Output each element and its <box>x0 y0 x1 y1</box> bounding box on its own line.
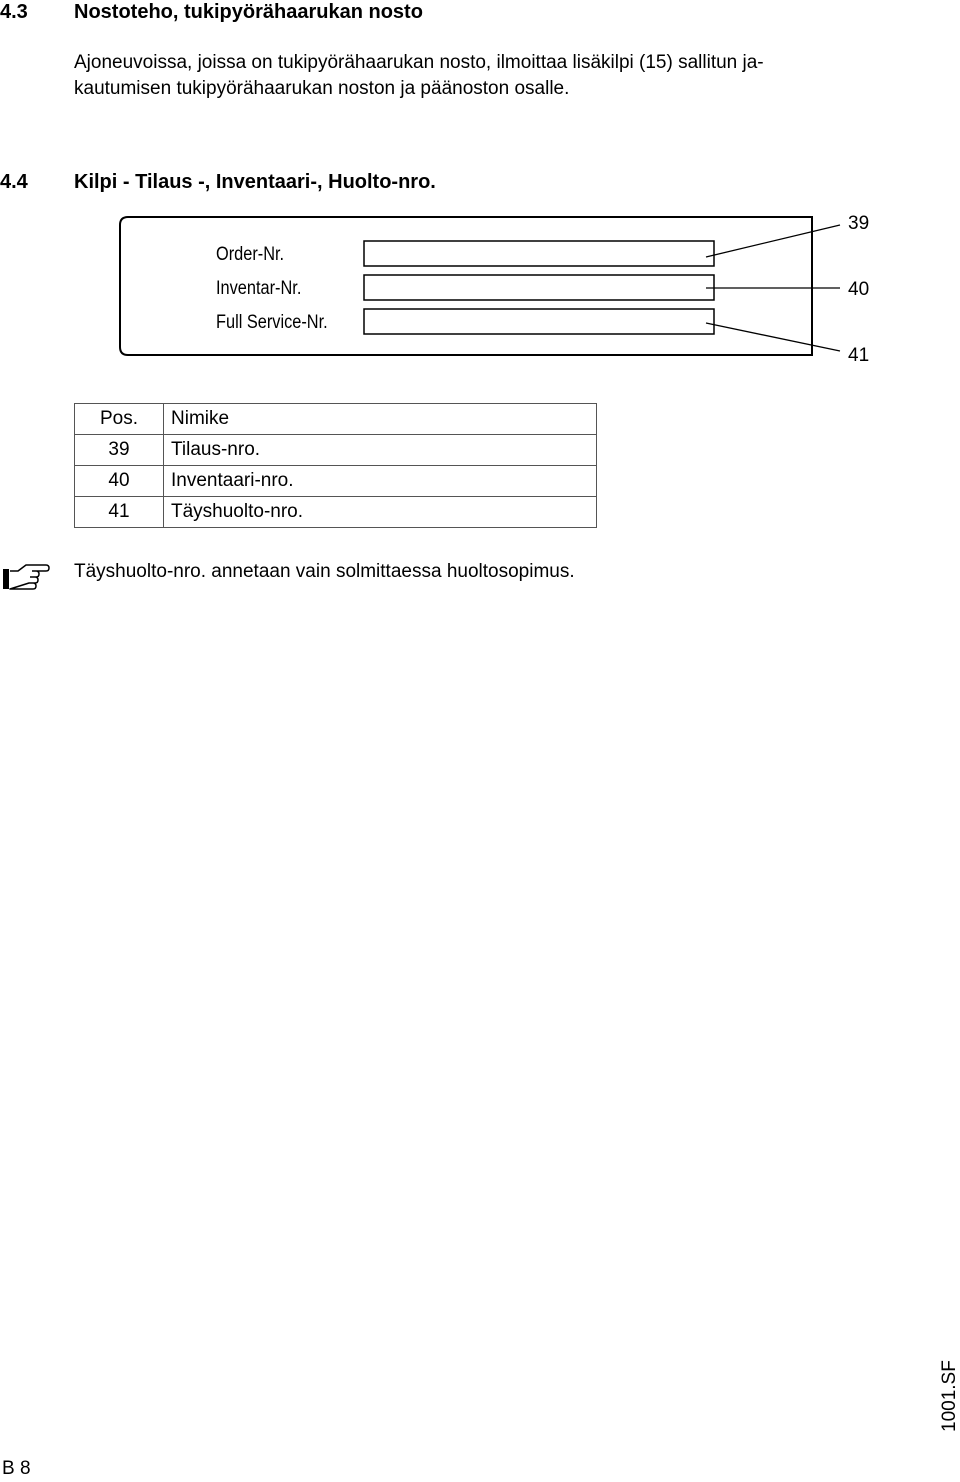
paragraph-line-1: Ajoneuvoissa, joissa on tukipyörähaarukan nosto, ilmoittaa lisäkilpi (15) sallitun ja- <box>74 52 764 73</box>
table-row <box>75 466 597 497</box>
table-header-row <box>75 404 597 435</box>
table-row <box>75 435 597 466</box>
paragraph-line-2: kautumisen tukipyörähaarukan noston ja päänoston osalle. <box>74 78 570 99</box>
table-cell-pos: 41 <box>75 497 164 528</box>
section-number-4-3: 4.3 <box>0 1 28 23</box>
table-cell-name: Tilaus-nro. <box>164 435 597 466</box>
plate-label-inventory: Inventar-Nr. <box>216 278 302 299</box>
table-cell-name: Inventaari-nro. <box>164 466 597 497</box>
page-number: B 8 <box>2 1458 31 1479</box>
pointing-hand-icon <box>2 561 50 591</box>
table-cell-name: Täyshuolto-nro. <box>164 497 597 528</box>
table-header-name: Nimike <box>164 404 597 435</box>
table-header-pos: Pos. <box>75 404 164 435</box>
parts-table <box>74 403 597 528</box>
section-title-4-4: Kilpi - Tilaus -, Inventaari-, Huolto-nro. <box>74 171 436 193</box>
table-row <box>75 497 597 528</box>
callout-40: 40 <box>848 279 870 300</box>
callout-41: 41 <box>848 345 870 366</box>
section-title-4-3: Nostoteho, tukipyörähaarukan nosto <box>74 1 423 23</box>
inventory-field-box <box>364 275 714 300</box>
section-number-4-4: 4.4 <box>0 171 28 193</box>
callout-line-41 <box>706 323 840 351</box>
callout-39: 39 <box>848 213 870 234</box>
document-code: 1001.SF <box>939 1360 960 1432</box>
note-text: Täyshuolto-nro. annetaan vain solmittaessa huoltosopimus. <box>74 561 575 582</box>
service-field-box <box>364 309 714 334</box>
order-field-box <box>364 241 714 266</box>
callout-line-39 <box>706 225 840 257</box>
plate-label-service: Full Service-Nr. <box>216 312 328 333</box>
plate-diagram <box>0 205 960 375</box>
plate-label-order: Order-Nr. <box>216 244 285 265</box>
table-cell-pos: 40 <box>75 466 164 497</box>
table-cell-pos: 39 <box>75 435 164 466</box>
